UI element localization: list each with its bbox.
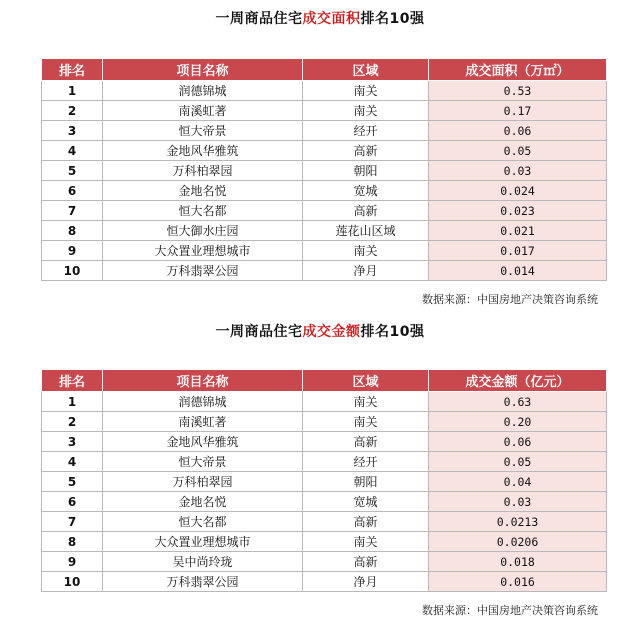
rank-cell: 8 [42, 532, 103, 552]
rank-cell: 4 [42, 141, 103, 161]
value-cell: 0.021 [429, 221, 607, 241]
value-cell: 0.17 [429, 101, 607, 121]
rank-cell: 1 [42, 81, 103, 101]
rank-cell: 10 [42, 572, 103, 592]
header-rank: 排名 [42, 59, 103, 81]
table-row [42, 432, 607, 452]
district-cell: 南关 [303, 101, 429, 121]
rank-cell: 8 [42, 221, 103, 241]
project-name-cell: 万科翡翠公园 [103, 572, 303, 592]
rank-cell: 1 [42, 392, 103, 412]
value-cell: 0.06 [429, 432, 607, 452]
rank-cell: 2 [42, 101, 103, 121]
value-cell: 0.017 [429, 241, 607, 261]
rank-cell: 4 [42, 452, 103, 472]
project-name-cell: 大众置业理想城市 [103, 532, 303, 552]
value-cell: 0.05 [429, 452, 607, 472]
header-district: 区域 [303, 59, 429, 81]
table-row [42, 572, 607, 592]
value-cell: 0.53 [429, 81, 607, 101]
header-project-name: 项目名称 [103, 59, 303, 81]
project-name-cell: 恒大帝景 [103, 121, 303, 141]
rank-cell: 6 [42, 492, 103, 512]
value-cell: 0.024 [429, 181, 607, 201]
header-rank: 排名 [42, 370, 103, 392]
table-header-row [42, 370, 607, 392]
district-cell: 南关 [303, 241, 429, 261]
amount-data-source: 数据来源：中国房地产决策咨询系统 [422, 604, 598, 617]
project-name-cell: 恒大名都 [103, 512, 303, 532]
amount-title-prefix: 一周商品住宅 [215, 324, 303, 340]
value-cell: 0.03 [429, 161, 607, 181]
rank-cell: 5 [42, 161, 103, 181]
rank-cell: 3 [42, 121, 103, 141]
table-row [42, 81, 607, 101]
table-row [42, 492, 607, 512]
project-name-cell: 万科翡翠公园 [103, 261, 303, 281]
project-name-cell: 金地风华雅筑 [103, 432, 303, 452]
district-cell: 朝阳 [303, 161, 429, 181]
district-cell: 南关 [303, 392, 429, 412]
table-row [42, 181, 607, 201]
project-name-cell: 金地名悦 [103, 181, 303, 201]
project-name-cell: 恒大帝景 [103, 452, 303, 472]
table-row [42, 512, 607, 532]
header-deal-amount: 成交金额（亿元） [429, 370, 607, 392]
project-name-cell: 恒大御水庄园 [103, 221, 303, 241]
district-cell: 南关 [303, 532, 429, 552]
value-cell: 0.0213 [429, 512, 607, 532]
table-row [42, 552, 607, 572]
table-row [42, 161, 607, 181]
district-cell: 高新 [303, 141, 429, 161]
district-cell: 经开 [303, 121, 429, 141]
amount-ranking-title [0, 321, 640, 341]
table-row [42, 452, 607, 472]
amount-title-suffix: 排名10强 [360, 324, 425, 340]
rank-cell: 3 [42, 432, 103, 452]
table-row [42, 261, 607, 281]
project-name-cell: 南溪虹著 [103, 412, 303, 432]
value-cell: 0.04 [429, 472, 607, 492]
project-name-cell: 万科柏翠园 [103, 161, 303, 181]
table-row [42, 141, 607, 161]
project-name-cell: 吴中尚玲珑 [103, 552, 303, 572]
area-title-prefix: 一周商品住宅 [215, 11, 303, 27]
value-cell: 0.20 [429, 412, 607, 432]
header-deal-area: 成交面积（万㎡） [429, 59, 607, 81]
value-cell: 0.018 [429, 552, 607, 572]
table-header-row [42, 59, 607, 81]
project-name-cell: 金地风华雅筑 [103, 141, 303, 161]
rank-cell: 10 [42, 261, 103, 281]
district-cell: 朝阳 [303, 472, 429, 492]
table-row [42, 201, 607, 221]
district-cell: 高新 [303, 432, 429, 452]
value-cell: 0.014 [429, 261, 607, 281]
district-cell: 高新 [303, 552, 429, 572]
rank-cell: 7 [42, 201, 103, 221]
area-ranking-title [0, 8, 640, 28]
district-cell: 净月 [303, 261, 429, 281]
district-cell: 宽城 [303, 181, 429, 201]
rank-cell: 9 [42, 241, 103, 261]
table-row [42, 412, 607, 432]
value-cell: 0.016 [429, 572, 607, 592]
district-cell: 净月 [303, 572, 429, 592]
project-name-cell: 润德锦城 [103, 81, 303, 101]
rank-cell: 7 [42, 512, 103, 532]
project-name-cell: 恒大名都 [103, 201, 303, 221]
rank-cell: 2 [42, 412, 103, 432]
value-cell: 0.0206 [429, 532, 607, 552]
area-data-source: 数据来源：中国房地产决策咨询系统 [422, 293, 598, 306]
rank-cell: 9 [42, 552, 103, 572]
table-row [42, 532, 607, 552]
header-project-name: 项目名称 [103, 370, 303, 392]
project-name-cell: 润德锦城 [103, 392, 303, 412]
project-name-cell: 大众置业理想城市 [103, 241, 303, 261]
area-ranking-table [41, 58, 607, 281]
value-cell: 0.05 [429, 141, 607, 161]
rank-cell: 5 [42, 472, 103, 492]
district-cell: 南关 [303, 81, 429, 101]
table-row [42, 241, 607, 261]
district-cell: 经开 [303, 452, 429, 472]
table-row [42, 392, 607, 412]
area-title-highlight: 成交面积 [302, 11, 361, 27]
table-row [42, 472, 607, 492]
header-district: 区域 [303, 370, 429, 392]
district-cell: 南关 [303, 412, 429, 432]
value-cell: 0.023 [429, 201, 607, 221]
table-row [42, 101, 607, 121]
rank-cell: 6 [42, 181, 103, 201]
amount-title-highlight: 成交金额 [302, 324, 361, 340]
area-title-suffix: 排名10强 [360, 11, 425, 27]
district-cell: 莲花山区域 [303, 221, 429, 241]
value-cell: 0.03 [429, 492, 607, 512]
project-name-cell: 万科柏翠园 [103, 472, 303, 492]
district-cell: 高新 [303, 512, 429, 532]
table-row [42, 121, 607, 141]
value-cell: 0.63 [429, 392, 607, 412]
project-name-cell: 金地名悦 [103, 492, 303, 512]
district-cell: 高新 [303, 201, 429, 221]
amount-ranking-table [41, 369, 607, 592]
project-name-cell: 南溪虹著 [103, 101, 303, 121]
table-row [42, 221, 607, 241]
district-cell: 宽城 [303, 492, 429, 512]
value-cell: 0.06 [429, 121, 607, 141]
